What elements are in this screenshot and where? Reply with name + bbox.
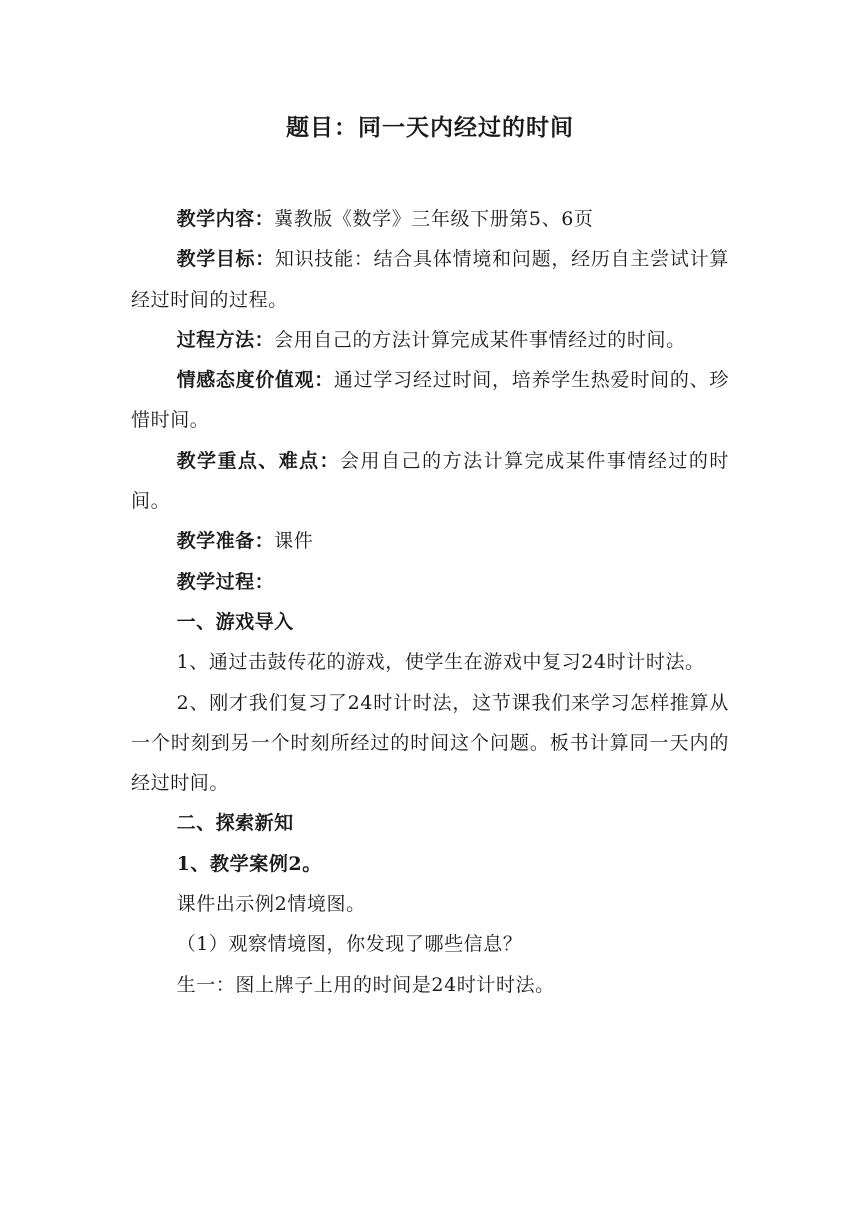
teaching-content-text: 冀教版《数学》三年级下册第5、6页	[274, 208, 594, 230]
section1-paragraph-1: 1、通过击鼓传花的游戏，使学生在游戏中复习24时计时法。	[176, 651, 705, 674]
process-method-paragraph	[131, 320, 729, 360]
section1-paragraph-2: 2、刚才我们复习了24时计时法，这节课我们来学习怎样推算从一个时刻到另一个时刻所经过的时间这个问题。板书计算同一天内的经过时间。	[131, 691, 729, 795]
teaching-prep-label: 教学准备：	[176, 530, 275, 553]
emotion-attitude-label: 情感态度价值观：	[176, 369, 334, 392]
page-title: 题目：同一天内经过的时间	[286, 115, 574, 141]
section1-heading: 一、游戏导入	[176, 610, 294, 633]
emotion-attitude-text: 通过学习经过时间，培养学生热爱时间的、珍惜时间。	[131, 369, 729, 432]
section2-heading-paragraph	[131, 803, 729, 843]
process-method-label: 过程方法：	[176, 328, 275, 351]
section2-heading: 二、探索新知	[176, 812, 294, 835]
document-body	[131, 199, 729, 1005]
case-paragraph-3: 生一：图上牌子上用的时间是24时计时法。	[176, 973, 555, 996]
teaching-process-paragraph	[131, 562, 729, 602]
section1-heading-paragraph	[131, 602, 729, 642]
case-heading: 1、教学案例2。	[176, 852, 322, 875]
key-difficulty-paragraph	[131, 441, 729, 522]
teaching-content-paragraph	[131, 199, 729, 239]
case-heading-paragraph	[131, 844, 729, 884]
emotion-attitude-paragraph	[131, 360, 729, 441]
process-method-text: 会用自己的方法计算完成某件事情经过的时间。	[274, 328, 686, 351]
case-paragraph-2: （1）观察情境图，你发现了哪些信息？	[176, 933, 523, 956]
teaching-goal-label: 教学目标：	[176, 248, 275, 271]
key-difficulty-label: 教学重点、难点：	[176, 449, 340, 472]
key-difficulty-text: 会用自己的方法计算完成某件事情经过的时间。	[131, 449, 729, 513]
teaching-process-label: 教学过程：	[176, 570, 275, 593]
teaching-prep-paragraph	[131, 521, 729, 561]
teaching-content-label: 教学内容：	[176, 208, 275, 230]
teaching-prep-text: 课件	[274, 530, 314, 553]
teaching-goal-paragraph	[131, 239, 729, 320]
teaching-goal-text: 知识技能：结合具体情境和问题，经历自主尝试计算经过时间的过程。	[131, 248, 729, 311]
case-paragraph-1: 课件出示例2情境图。	[176, 893, 366, 916]
